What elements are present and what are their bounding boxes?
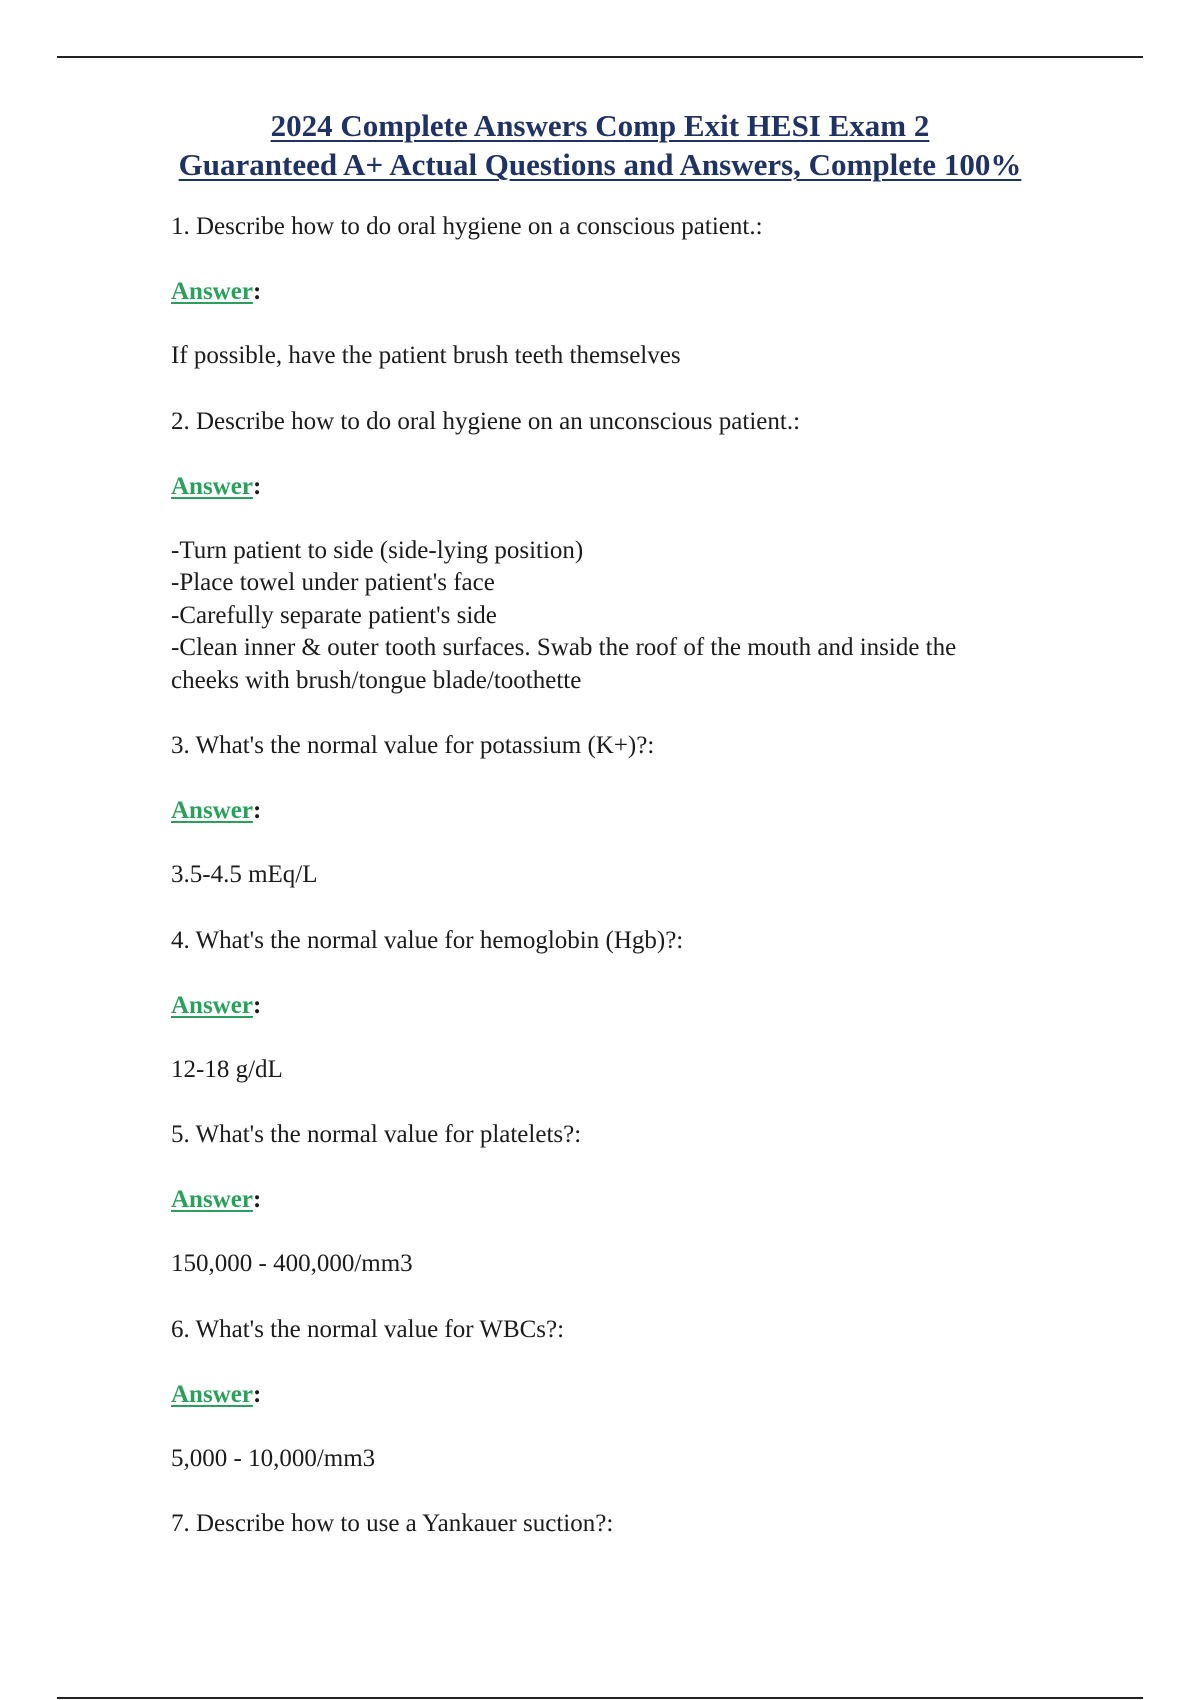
answer-label-3 [171,795,1071,827]
answer-2 [171,535,1071,698]
answer-label-colon: : [252,991,262,1019]
answer-line: -Carefully separate patient's side [171,601,497,629]
document-title [0,106,1200,184]
answer-3 [171,859,1071,892]
answer-label-colon: : [252,278,262,305]
answer-5 [171,1248,1071,1281]
answer-label-1 [171,276,1071,308]
qa-item-7 [171,1508,1071,1540]
answer-label-word: Answer [171,278,253,305]
answer-label-colon: : [252,1380,262,1408]
answer-line: -Clean inner & outer tooth surfaces. Swab the roof of the mouth and inside the [171,634,957,661]
answer-label-colon: : [252,797,262,824]
qa-list [171,211,1071,1540]
answer-6 [171,1443,1071,1476]
question-2: 2. Describe how to do oral hygiene on an unconscious patient.: [171,407,801,435]
question-4: 4. What's the normal value for hemoglobin (Hgb)?: [171,926,684,954]
answer-label-word: Answer [171,472,253,500]
answer-line: 5,000 - 10,000/mm3 [171,1444,376,1472]
qa-item-4 [171,925,1071,1087]
answer-line: -Place towel under patient's face [171,569,495,596]
question-5: 5. What's the normal value for platelets?: [171,1121,582,1148]
answer-label-word: Answer [171,1380,253,1408]
answer-label-word: Answer [171,991,253,1019]
qa-item-5 [171,1119,1071,1281]
title-line-2: Guaranteed A+ Actual Questions and Answers, Complete 100% [178,147,1022,182]
question-3: 3. What's the normal value for potassium (K+)?: [171,732,655,759]
answer-label-colon: : [252,1186,262,1213]
qa-item-3 [171,730,1071,892]
answer-1 [171,340,1071,373]
answer-label-word: Answer [171,797,253,824]
answer-line: 3.5-4.5 mEq/L [171,861,318,888]
answer-line: -Turn patient to side (side-lying position) [171,536,584,564]
title-line-1: 2024 Complete Answers Comp Exit HESI Exam 2 [270,108,930,143]
question-7: 7. Describe how to use a Yankauer suction?: [171,1510,614,1537]
answer-label-colon: : [252,472,262,500]
top-rule [57,56,1143,58]
answer-label-6 [171,1379,1071,1411]
answer-label-2 [171,471,1071,503]
answer-label-word: Answer [171,1186,253,1213]
qa-item-1 [171,211,1071,373]
answer-line: cheeks with brush/tongue blade/toothette [171,666,582,694]
answer-line: 12-18 g/dL [171,1055,283,1083]
answer-line: 150,000 - 400,000/mm3 [171,1250,413,1277]
question-6: 6. What's the normal value for WBCs?: [171,1315,565,1343]
answer-label-4 [171,990,1071,1022]
qa-item-2 [171,406,1071,698]
answer-line: If possible, have the patient brush teeth themselves [171,342,681,369]
question-1: 1. Describe how to do oral hygiene on a conscious patient.: [171,213,763,240]
answer-4 [171,1054,1071,1087]
qa-item-6 [171,1314,1071,1476]
bottom-rule [57,1697,1143,1699]
answer-label-5 [171,1184,1071,1216]
